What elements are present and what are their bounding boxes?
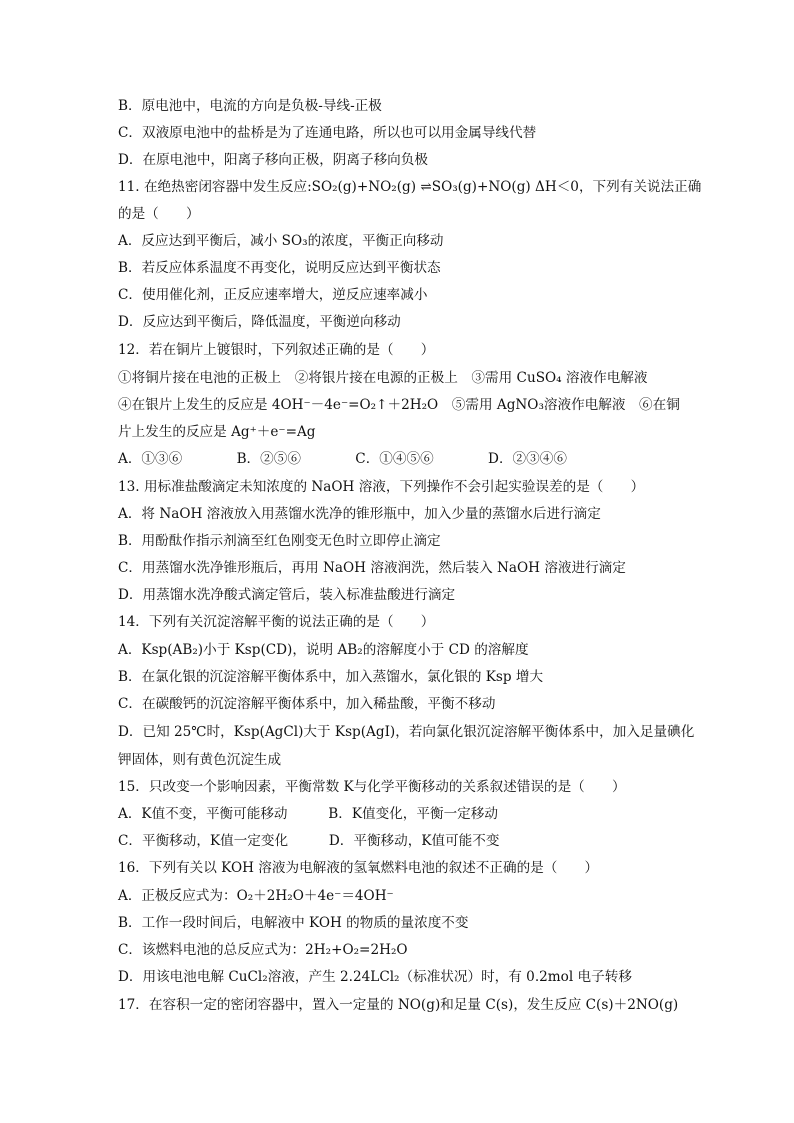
option-line: A．正极反应式为：O₂＋2H₂O＋4e⁻＝4OH⁻ — [118, 888, 394, 904]
option-line: D．反应达到平衡后，降低温度，平衡逆向移动 — [118, 314, 401, 330]
question-11-stem: 11. 在绝热密闭容器中发生反应:SO₂(g)+NO₂(g) ⇌SO₃(g)+NO(g) ΔH＜0，下列有关说法正确 — [118, 179, 702, 195]
option-line: A．Ksp(AB₂)小于 Ksp(CD)，说明 AB₂的溶解度小于 CD 的溶解度 — [118, 642, 529, 658]
text-line: ④在银片上发生的反应是 4OH⁻－4e⁻=O₂↑＋2H₂O ⑤需用 AgNO₃溶液作电解液 ⑥在铜 — [118, 397, 680, 413]
option-line: B．在氯化银的沉淀溶解平衡体系中，加入蒸馏水，氯化银的 Ksp 增大 — [118, 669, 544, 685]
option-line: D．用该电池电解 CuCl₂溶液，产生 2.24LCl₂（标准状况）时，有 0.2mol 电子转移 — [118, 969, 632, 985]
option-row: C．平衡移动，K值一定变化 D．平衡移动，K值可能不变 — [118, 833, 500, 849]
option-line: D．用蒸馏水洗净酸式滴定管后，装入标准盐酸进行滴定 — [118, 587, 456, 603]
question-17-stem: 17．在容积一定的密闭容器中，置入一定量的 NO(g)和足量 C(s)，发生反应 C(s)＋2NO(g) — [118, 997, 679, 1013]
option-line: C．在碳酸钙的沉淀溶解平衡体系中，加入稀盐酸，平衡不移动 — [118, 696, 496, 712]
option-line: C．用蒸馏水洗净锥形瓶后，再用 NaOH 溶液润洗，然后装入 NaOH 溶液进行滴定 — [118, 560, 626, 576]
question-14-stem: 14．下列有关沉淀溶解平衡的说法正确的是（ ） — [118, 614, 435, 630]
text-line: ①将铜片接在电池的正极上 ②将银片接在电源的正极上 ③需用 CuSO₄ 溶液作电解液 — [118, 370, 648, 386]
option-line: C．该燃料电池的总反应式为：2H₂+O₂=2H₂O — [118, 942, 408, 958]
option-row: A．K值不变，平衡可能移动 B．K值变化，平衡一定移动 — [118, 806, 498, 822]
option-line: C．使用催化剂，正反应速率增大，逆反应速率减小 — [118, 287, 428, 303]
text-line: C．双液原电池中的盐桥是为了连通电路，所以也可以用金属导线代替 — [118, 125, 537, 141]
question-15-stem: 15．只改变一个影响因素，平衡常数 K与化学平衡移动的关系叙述错误的是（ ） — [118, 779, 626, 795]
option-row: A．①③⑥ B．②⑤⑥ C．①④⑤⑥ D．②③④⑥ — [118, 451, 567, 467]
text-line: D．在原电池中，阳离子移向正极，阴离子移向负极 — [118, 152, 428, 168]
option-line: A．反应达到平衡后，减小 SO₃的浓度，平衡正向移动 — [118, 233, 444, 249]
question-13-stem: 13. 用标准盐酸滴定未知浓度的 NaOH 溶液，下列操作不会引起实验误差的是（ ） — [118, 479, 645, 495]
text-line: 钾固体，则有黄色沉淀生成 — [118, 752, 282, 768]
question-12-stem: 12．若在铜片上镀银时，下列叙述正确的是（ ） — [118, 342, 435, 358]
text-line: 的是（ ） — [118, 206, 200, 222]
text-line: 片上发生的反应是 Ag⁺＋e⁻=Ag — [118, 424, 316, 440]
option-line: B．用酚酞作指示剂滴至红色刚变无色时立即停止滴定 — [118, 533, 441, 549]
question-16-stem: 16．下列有关以 KOH 溶液为电解液的氢氧燃料电池的叙述不正确的是（ ） — [118, 860, 599, 876]
option-line: D．已知 25℃时，Ksp(AgCl)大于 Ksp(AgI)，若向氯化银沉淀溶解平衡体系中，加入足量碘化 — [118, 724, 695, 740]
option-line: B．若反应体系温度不再变化，说明反应达到平衡状态 — [118, 260, 441, 276]
text-line: B．原电池中，电流的方向是负极-导线-正极 — [118, 98, 382, 114]
option-line: B．工作一段时间后，电解液中 KOH 的物质的量浓度不变 — [118, 915, 469, 931]
option-line: A．将 NaOH 溶液放入用蒸馏水洗净的锥形瓶中，加入少量的蒸馏水后进行滴定 — [118, 506, 601, 522]
